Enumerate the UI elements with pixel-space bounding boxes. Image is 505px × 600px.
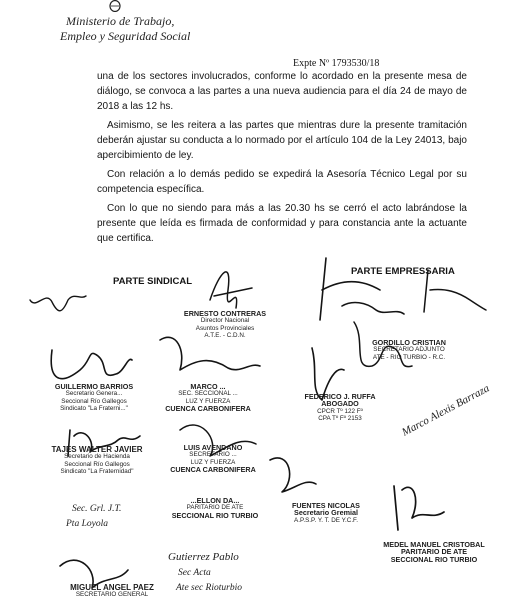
stamp-line: SEC. SECCIONAL ... (178, 390, 238, 398)
stamp-line: Secretario de Hacienda (64, 453, 130, 461)
stamp-line: CUENCA CARBONIFERA (165, 403, 251, 413)
stamp-line: Asuntos Provinciales (195, 324, 255, 332)
party-sindical-heading: PARTE SINDICAL (113, 276, 192, 287)
handwriting-ate-sec: Ate sec Rioturbio (176, 583, 242, 593)
stamp-line: CPA Tº Fº 2153 (318, 414, 362, 422)
paragraph-1: una de los sectores involucrados, conforme lo acordado en la presente mesa de diálogo, se convoca a las partes a una nueva audiencia para el día 24 de mayo de 2018 a las 12 hs. (97, 71, 467, 112)
stamp-barrios (44, 383, 144, 412)
signature-empresa-2 (424, 270, 486, 312)
stamp-ruffa (294, 393, 386, 422)
stamp-line: SECCIONAL RIO TURBIO (390, 554, 478, 564)
stamp-paez (62, 584, 162, 599)
stamp-fuentes (276, 502, 376, 524)
stamp-name: MEDEL MANUEL CRISTOBAL (383, 540, 485, 549)
signature-left-top (30, 296, 86, 311)
stamp-name: ...ELLON DA... (190, 496, 240, 505)
handwriting-sec-gral: Sec. Grl. J.T. (72, 504, 122, 514)
party-empresaria-heading: PARTE EMPRESSARIA (351, 266, 455, 277)
stamp-line: Seccional Río Gallegos (61, 397, 127, 405)
ministry-line-2: Empleo y Seguridad Social (60, 29, 191, 43)
stamp-line: ATE - RIO TURBIO - R.C. (372, 353, 446, 361)
stamp-line: LUZ Y FUERZA (190, 458, 236, 466)
stamp-name: GORDILLO CRISTIAN (372, 338, 446, 347)
stamp-line: A.P.S.P. Y. T. DE Y.C.F. (294, 516, 358, 524)
stamp-name: FEDERICO J. RUFFA (304, 392, 376, 401)
handwriting-barraza: Marco Alexis Barraza (400, 382, 492, 439)
ministry-letterhead (60, 14, 190, 44)
paragraph-2: Asimismo, se les reitera a las partes que mientras dure la presente tramitación deberán ajustar su conducta a lo normado por el artículo 104 de la Ley 24013, bajo apercibimiento de ley. (97, 120, 467, 161)
stamp-line: CUENCA CARBONIFERA (170, 464, 256, 474)
ministry-line-1: Ministerio de Trabajo, (66, 14, 175, 28)
paragraph-4: Con lo que no siendo para más a las 20.30 hs se cerró el acto labrándose la presente que leída es firmada de conformidad y para constancia ante la actuante que certifica. (97, 203, 467, 244)
stamp-mellon (160, 497, 270, 519)
stamp-name: ERNESTO CONTRERAS (183, 309, 267, 318)
signature-barrios (51, 350, 132, 379)
stamp-name: MARCO ... (190, 382, 226, 391)
stamp-name: FUENTES NICOLAS (292, 501, 360, 510)
stamp-line: LUZ Y FUERZA (185, 397, 231, 405)
stamp-line: SECRETARIO GENERAL (75, 591, 149, 599)
stamp-line: Seccional Río Gallegos (64, 460, 130, 468)
signature-contreras (210, 272, 252, 308)
stamp-line: Secretario Genera... (65, 390, 123, 398)
stamp-contreras (176, 310, 274, 339)
paragraph-3: Con relación a lo demás pedido se expedirá la Asesoría Técnico Legal por su competencia específica. (97, 169, 467, 195)
stamp-gordillo (354, 339, 464, 361)
handwriting-pta-loyola: Pta Loyola (66, 519, 108, 529)
stamp-line: Sindicato "La Fraternidad" (60, 467, 134, 475)
stamp-name: TAJES WALTER JAVIER (51, 445, 143, 454)
coat-of-arms-icon (108, 0, 122, 12)
stamp-medel (374, 541, 494, 563)
stamp-line: ABOGADO (321, 399, 359, 409)
handwriting-sec-acta: Sec Acta (178, 568, 211, 578)
signature-fuentes (270, 458, 316, 492)
document-body (97, 69, 467, 246)
stamp-name: MIGUEL ANGEL PAEZ (70, 583, 154, 592)
stamp-tajes (26, 446, 168, 475)
stamp-line: SECRETARIO ... (189, 451, 237, 459)
stamp-line: PARITARIO DE ATE (186, 504, 244, 512)
stamp-line: SECCIONAL RIO TURBIO (171, 510, 259, 520)
stamp-line: PARITARIO DE ATE (400, 547, 467, 557)
stamp-line: Director Nacional (200, 317, 250, 325)
handwriting-pablo: Gutierrez Pablo (168, 551, 239, 563)
stamp-line: Secretario Gremial (294, 508, 358, 518)
stamp-name: GUILLERMO BARRIOS (54, 382, 134, 391)
file-number: Expte Nº 1793530/18 (293, 58, 380, 69)
stamp-name: LUIS AVENDAÑO (183, 443, 243, 452)
stamp-line: SECRETARIO ADJUNTO (373, 346, 445, 354)
stamp-marco (158, 383, 258, 412)
stamp-line: A.T.E. - C.D.N. (204, 331, 246, 339)
signature-medel (394, 486, 444, 530)
top-mark (302, 0, 376, 1)
signature-marco (160, 337, 260, 370)
stamp-line: CPCR Tº 122 Fº (317, 407, 363, 415)
signature-empresa-1 (320, 258, 404, 320)
stamp-line: Sindicato "La Fraterni..." (60, 404, 128, 412)
stamp-luis (168, 444, 258, 473)
